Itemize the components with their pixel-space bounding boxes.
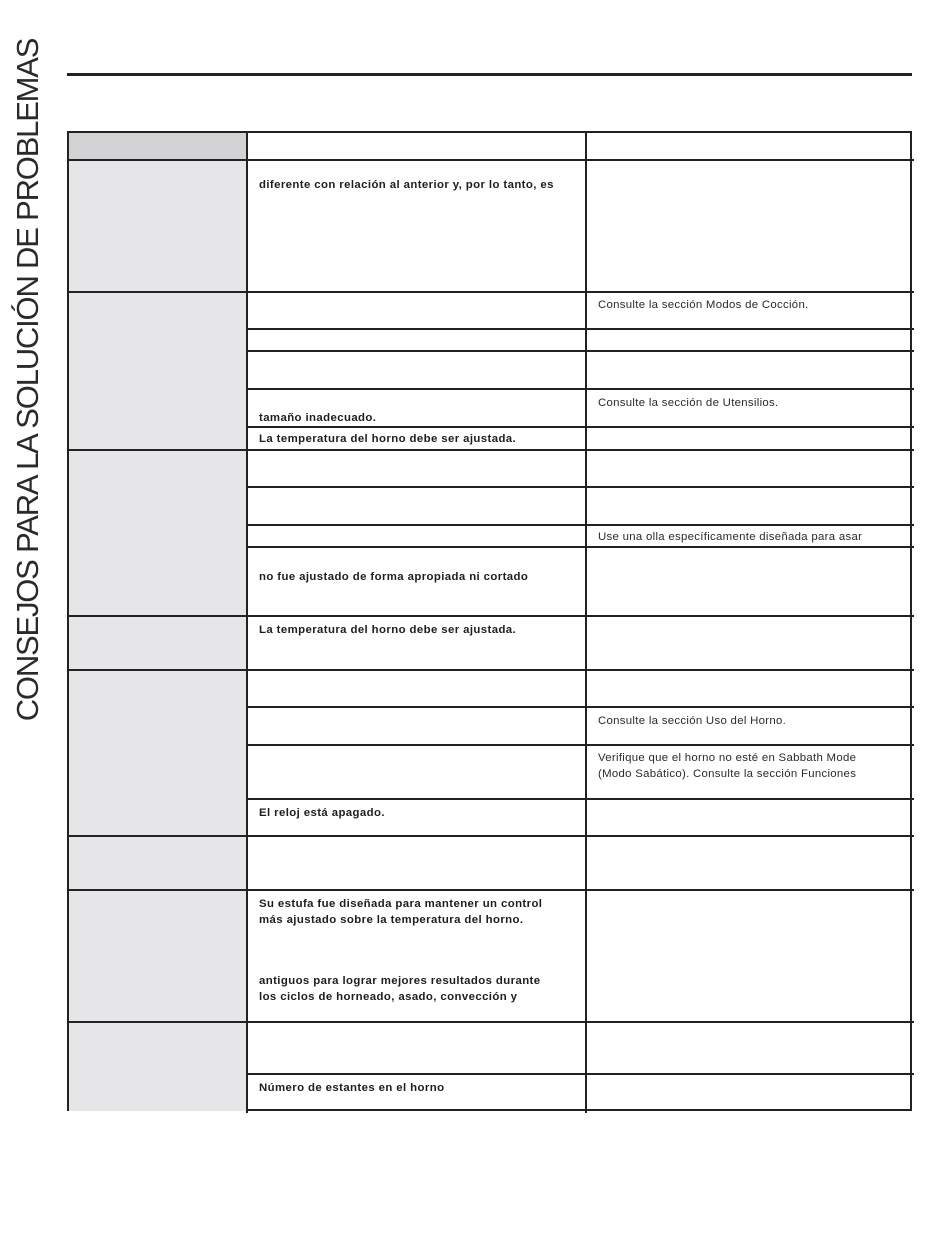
action-text: Consulte la sección Uso del Horno. [598, 715, 787, 727]
subrow-divider [246, 706, 914, 708]
action-text: Consulte la sección Modos de Cocción. [598, 299, 809, 311]
subrow-divider [246, 486, 914, 488]
action-line: Verifique que el horno no esté en Sabbath Mode [598, 752, 857, 764]
row-divider [69, 159, 914, 161]
subrow-divider [246, 798, 914, 800]
row-divider [69, 669, 914, 671]
action-text: Use una olla específicamente diseñada para asar [598, 531, 863, 543]
cause-text: Número de estantes en el horno [259, 1082, 445, 1094]
cause-text: El reloj está apagado. [259, 807, 385, 819]
problem-cell [69, 671, 247, 835]
row-divider [69, 615, 914, 617]
cause-text: diferente con relación al anterior y, por lo tanto, es [259, 179, 554, 191]
row-divider [69, 835, 914, 837]
action-text [587, 746, 914, 786]
subrow-divider [246, 350, 914, 352]
cause-line: antiguos para lograr mejores resultados durante [259, 975, 541, 987]
cause-text [248, 892, 585, 932]
problem-cell [69, 293, 247, 449]
column-divider [585, 133, 587, 1113]
section-title-vertical: CONSEJOS PARA LA SOLUCIÓN DE PROBLEMAS [10, 38, 45, 722]
row-divider [69, 889, 914, 891]
problem-cell [69, 1023, 247, 1111]
subrow-divider [246, 1073, 914, 1075]
troubleshooting-table [67, 131, 912, 1111]
subrow-divider [246, 388, 914, 390]
subrow-divider [246, 328, 914, 330]
header-cell-problem [69, 133, 247, 159]
cause-text: La temperatura del horno debe ser ajustada. [259, 433, 517, 445]
problem-cell [69, 451, 247, 615]
cause-line: Su estufa fue diseñada para mantener un control [259, 898, 543, 910]
subrow-divider [246, 524, 914, 526]
cause-text: tamaño inadecuado. [259, 412, 377, 424]
problem-cell [69, 161, 247, 291]
row-divider [69, 1021, 914, 1023]
cause-text: La temperatura del horno debe ser ajustada. [259, 624, 517, 636]
cause-text [248, 969, 585, 1009]
action-line: (Modo Sabático). Consulte la sección Funciones [598, 768, 857, 780]
problem-cell [69, 837, 247, 889]
cause-line: más ajustado sobre la temperatura del horno. [259, 914, 524, 926]
problem-cell [69, 891, 247, 1021]
cause-line: los ciclos de horneado, asado, convección y [259, 991, 518, 1003]
cause-text: no fue ajustado de forma apropiada ni cortado [259, 571, 529, 583]
action-text: Consulte la sección de Utensilios. [598, 397, 779, 409]
problem-cell [69, 617, 247, 669]
header-rule [67, 73, 912, 76]
